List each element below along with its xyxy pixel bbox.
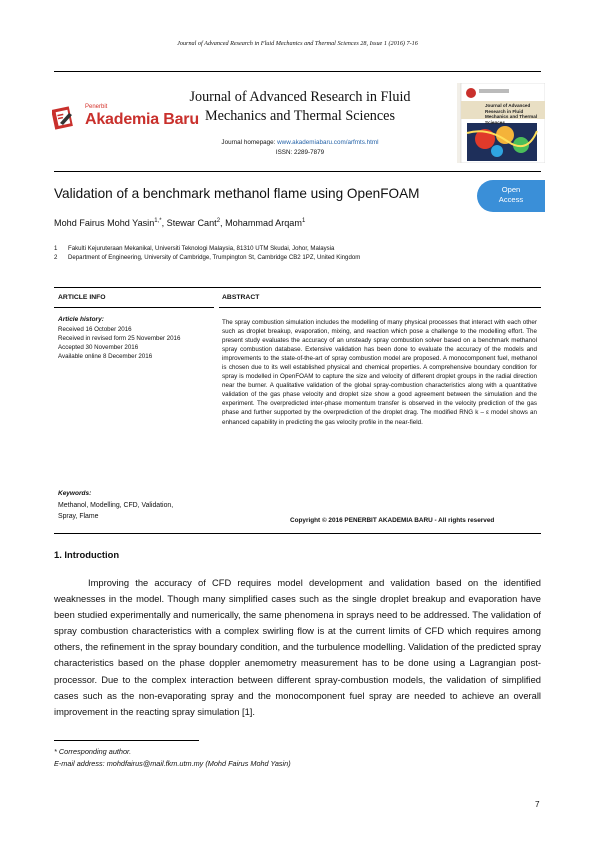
paper-title: Validation of a benchmark methanol flame using OpenFOAM — [54, 186, 420, 201]
section-heading-introduction: 1. Introduction — [54, 549, 120, 560]
journal-cover-image — [457, 83, 545, 163]
article-history-heading: Article history: — [58, 316, 104, 323]
intro-paragraph: Improving the accuracy of CFD requires model development and validation based on the identified weaknesses in the model. Though many simplified cases such as the single droplet breakup and evaporation have been studied experimentally and numerically, the same phenomena in sprays need to be addressed. The validation of spray combustion characteristics with a complex swirling flow is at the current limits of CFD which requires among others, the refinement in the spray boundary condition, and the turbulence modelling. Validation of the predicted spray characteristics based on the phase doppler anemometry measurement has to be done using a Lagrangian post-processor. Due to the complex interaction between different spray-combustion models, the validation of simplified cases such as the non-evaporating spray and the monocomponent fuel spray are needed to achieve an overall improvement in the reacting spray simulation [1]. — [54, 578, 541, 717]
title-rule — [54, 171, 541, 172]
history-item: Accepted 30 November 2016 — [58, 344, 139, 351]
abstract-heading: ABSTRACT — [222, 294, 260, 301]
journal-title: Journal of Advanced Research in Fluid Mechanics and Thermal Sciences — [189, 89, 411, 124]
journal-homepage: Journal homepage: www.akademiabaru.com/arfmts.html — [221, 139, 379, 146]
journal-homepage-link[interactable]: www.akademiabaru.com/arfmts.html — [277, 139, 379, 146]
author-name: Mohammad Arqam — [225, 218, 302, 229]
keywords-line: Spray, Flame — [58, 513, 99, 520]
author-name: Stewar Cant — [166, 218, 217, 229]
info-sub-rule — [54, 307, 214, 308]
publisher-logo-small-text: Penerbit — [85, 104, 108, 110]
publisher-logo-name: Akademia Baru — [85, 111, 199, 128]
history-item: Received 16 October 2016 — [58, 326, 132, 333]
open-access-badge: Open Access — [477, 180, 545, 212]
footnote-corresponding: * Corresponding author. — [54, 747, 132, 756]
history-item: Received in revised form 25 November 2016 — [58, 335, 181, 342]
footnote-email: E-mail address: mohdfairus@mail.fkm.utm.my (Mohd Fairus Mohd Yasin) — [54, 759, 291, 768]
journal-cover-title: Journal of Advanced Research in Fluid Mechanics and Thermal Sciences — [485, 103, 538, 125]
abstract-text: The spray combustion simulation includes the modelling of many physical processes that interact with each other such as droplet breakup, evaporation, mixing, and reaction which pose a challenge to the modelling effort. The present study evaluates the accuracy of an unsteady spray combustion solver based on a benchmark methanol spray combustion database. Extensive validation has been done to evaluate the accuracy of the models and improvements to the state-of-the-art of spray combustion model are proposed. A monocomponent fuel, methanol is chosen due to its well established physical and chemical properties. A comprehensive boundary condition for spray is modelled in OpenFOAM to capture the size and velocity of different droplet groups in the radial direction near the burner. A qualitative validation of the global spray-combustion characteristics along with a quantitative validation of the gas phase velocity and droplet size show a good agreement between the simulation and the experiment. The overpredicted inter-phase momentum transfer is observed in the velocity prediction of the gas phase and further supported by the overprediction of the droplet drag. The modified RNG k – ε model shows an enhanced capability in predicting the gas velocity profile in the near-field. — [222, 319, 537, 426]
publisher-logo-icon — [52, 105, 78, 131]
info-top-rule — [54, 287, 541, 288]
journal-issn: ISSN: 2289-7879 — [275, 149, 325, 156]
history-item: Available online 8 December 2016 — [58, 353, 153, 360]
footnote-rule — [54, 740, 199, 741]
copyright-notice: Copyright © 2016 PENERBIT AKADEMIA BARU - All rights reserved — [290, 517, 495, 524]
affiliation: 1 Fakulti Kejuruteraan Mekanikal, Universiti Teknologi Malaysia, 81310 UTM Skudai, Johor, Malaysia — [54, 245, 335, 252]
authors: Mohd Fairus Mohd Yasin$^{1,*}$, Stewar Cant$^2$, Mohammad Arqam$^1$ — [54, 218, 306, 229]
abstract-sub-rule — [219, 307, 541, 308]
affiliation: 2 Department of Engineering, University of Cambridge, Trumpington St, Cambridge CB2 1PZ, United Kingdom — [54, 254, 361, 261]
keywords-line: Methanol, Modelling, CFD, Validation, — [58, 502, 174, 509]
page-number: 7 — [535, 800, 540, 809]
article-info-heading: ARTICLE INFO — [58, 294, 106, 301]
running-head: Journal of Advanced Research in Fluid Mechanics and Thermal Sciences 28, Issue 1 (2016) 7-16 — [177, 40, 418, 47]
header-rule — [54, 71, 541, 72]
keywords-heading: Keywords: — [58, 490, 92, 497]
author-name: Mohd Fairus Mohd Yasin — [54, 218, 155, 229]
info-bottom-rule — [54, 533, 541, 534]
